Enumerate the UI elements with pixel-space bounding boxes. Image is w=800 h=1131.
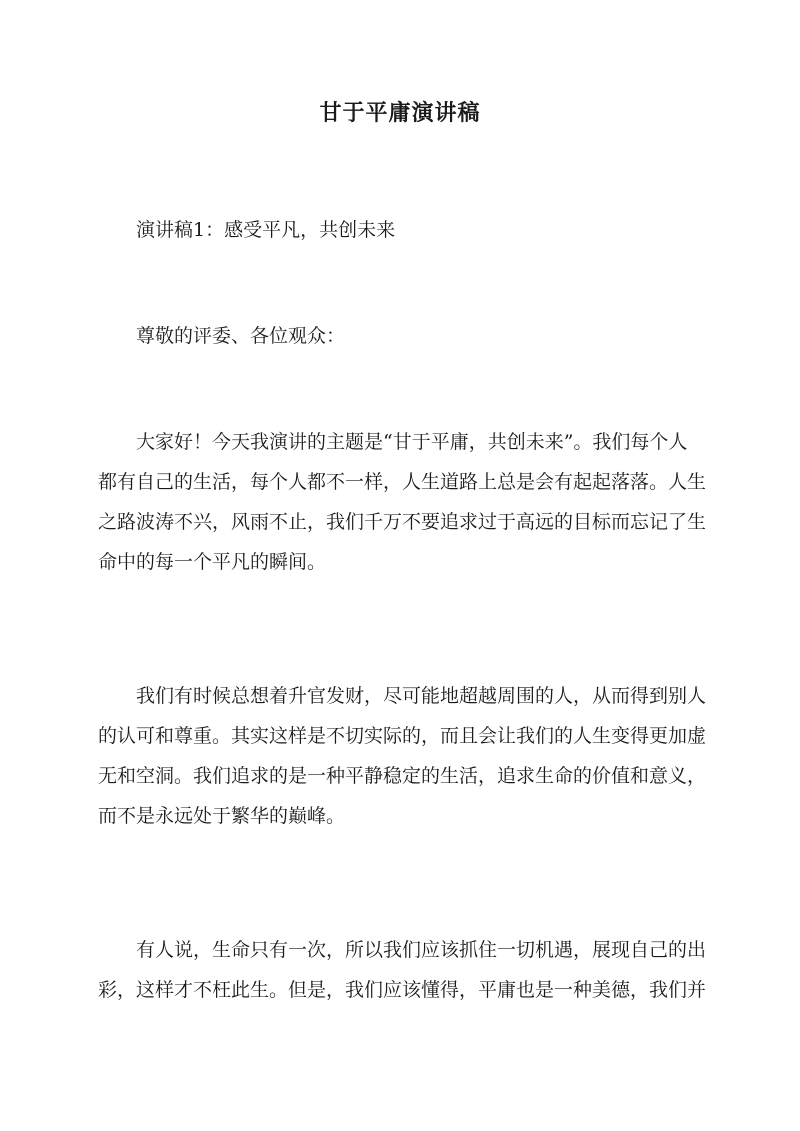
paragraph-line: 大家好！今天我演讲的主题是“甘于平庸，共创未来”。我们每个人 xyxy=(136,431,688,453)
paragraph-line: 而不是永远处于繁华的巅峰。 xyxy=(98,805,346,827)
document-title: 甘于平庸演讲稿 xyxy=(319,100,481,126)
paragraph-line: 我们有时候总想着升官发财，尽可能地超越周围的人，从而得到别人 xyxy=(136,685,707,707)
paragraph-line: 命中的每一个平凡的瞬间。 xyxy=(98,551,327,573)
paragraph xyxy=(98,676,707,836)
paragraph-line: 彩，这样才不枉此生。但是，我们应该懂得，平庸也是一种美德，我们并 xyxy=(98,979,707,1001)
paragraph-line: 无和空洞。我们追求的是一种平静稳定的生活，追求生命的价值和意义， xyxy=(98,765,707,787)
speech-subtitle-text: 演讲稿1：感受平凡，共创未来 xyxy=(136,219,396,241)
salutation-text: 尊敬的评委、各位观众： xyxy=(136,325,346,347)
paragraph-line: 都有自己的生活，每个人都不一样，人生道路上总是会有起起落落。人生 xyxy=(98,471,707,493)
paragraph xyxy=(98,422,707,582)
paragraph xyxy=(98,930,707,1010)
paragraph-line: 有人说，生命只有一次，所以我们应该抓住一切机遇，展现自己的出 xyxy=(136,939,707,961)
speech-subtitle xyxy=(98,210,702,250)
paragraph-line: 的认可和尊重。其实这样是不切实际的，而且会让我们的人生变得更加虚 xyxy=(98,725,707,747)
salutation xyxy=(98,316,702,356)
paragraph-line: 之路波涛不兴，风雨不止，我们千万不要追求过于高远的目标而忘记了生 xyxy=(98,511,707,533)
